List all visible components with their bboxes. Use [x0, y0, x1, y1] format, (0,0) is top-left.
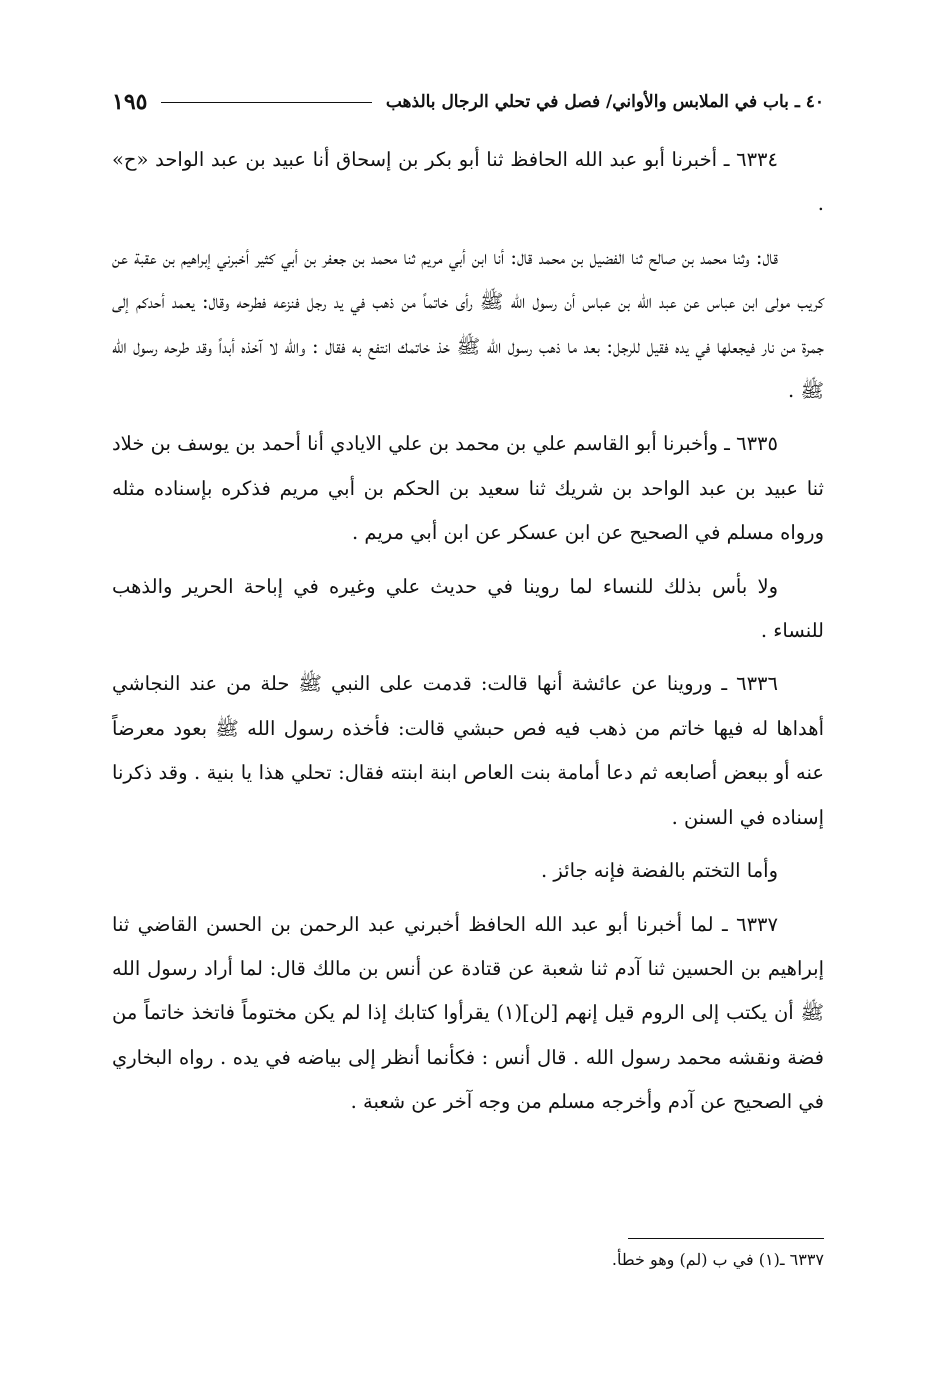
footnote: ٦٣٣٧ ـ(١) في ب (لم) وهو خطأ.	[611, 1250, 824, 1269]
running-header	[112, 84, 824, 120]
hadith-6336-paragraph: ٦٣٣٦ ـ وروينا عن عائشة أنها قالت: قدمت على النبي ﷺ حلة من عند النجاشي أهداها له فيها خاتم من ذهب فيه فص حبشي قالت: فأخذه رسول الله ﷺ بعود معرضاً عنه أو ببعض أصابعه ثم دعا أمامة بنت العاص ابنة ابنته فقال: تحلي هذا يا بنية . وقد ذكرنا إسناده في السنن .	[112, 672, 824, 829]
hadith-6334-continuation-paragraph: قال: وثنا محمد بن صالح ثنا الفضيل بن محمد قال: أنا ابن أبي مريم ثنا محمد بن جعفر بن أبي كثير أخبرني إبراهيم بن عقبة عن كريب مولى ابن عباس عن عبد الله بن عباس أن رسول الله ﷺ رأى خاتماً من ذهب في يد رجل فنزعه فطرحه وقال: يعمد أحدكم إلى جمرة من نار فيجعلها في يده فقيل للرجل: بعد ما ذهب رسول الله ﷺ خذ خاتمك انتفع به فقال : والله لا آخذه أبداً وقد طرحه رسول الله ﷺ .	[112, 245, 824, 403]
commentary-paragraph: ولا بأس بذلك للنساء لما روينا في حديث علي وغيره في إباحة الحرير والذهب للنساء .	[112, 574, 824, 643]
hadith-6335-paragraph: ٦٣٣٥ ـ وأخبرنا أبو القاسم علي بن محمد بن علي الايادي أنا أحمد بن يوسف بن خلاد ثنا عبيد بن عبد الواحد بن شريك ثنا سعيد بن الحكم بن أبي مريم فذكره بإسناده مثله ورواه مسلم في الصحيح عن ابن عسكر عن ابن أبي مريم .	[112, 432, 824, 545]
hadith-6337-paragraph: ٦٣٣٧ ـ لما أخبرنا أبو عبد الله الحافظ أخبرني عبد الرحمن بن الحسن القاضي ثنا إبراهيم بن الحسين ثنا آدم ثنا شعبة عن قتادة عن أنس بن مالك قال: لما أراد رسول الله ﷺ أن يكتب إلى الروم قيل إنهم [لن](١) يقرأوا كتابك إذا لم يكن مختوماً فاتخذ خاتماً من فضة ونقشه محمد رسول الله . قال أنس : فكأنما أنظر إلى بياضه في يده . رواه البخاري في الصحيح عن آدم وأخرجه مسلم من وجه آخر عن شعبة .	[112, 912, 825, 1114]
footnote-divider	[628, 1238, 824, 1239]
header-title: ٤٠ ـ باب في الملابس والأواني/ فصل في تحلي الرجال بالذهب	[385, 92, 824, 112]
hadith-6334-paragraph: ٦٣٣٤ ـ أخبرنا أبو عبد الله الحافظ ثنا أبو بكر بن إسحاق أنا عبيد بن عبد الواحد «ح» .	[112, 148, 824, 216]
commentary-silver-ring-paragraph: وأما التختم بالفضة فإنه جائز .	[541, 859, 778, 883]
body-text	[112, 138, 824, 1134]
page-number: ١٩٥	[112, 89, 148, 115]
header-rule	[161, 102, 371, 103]
